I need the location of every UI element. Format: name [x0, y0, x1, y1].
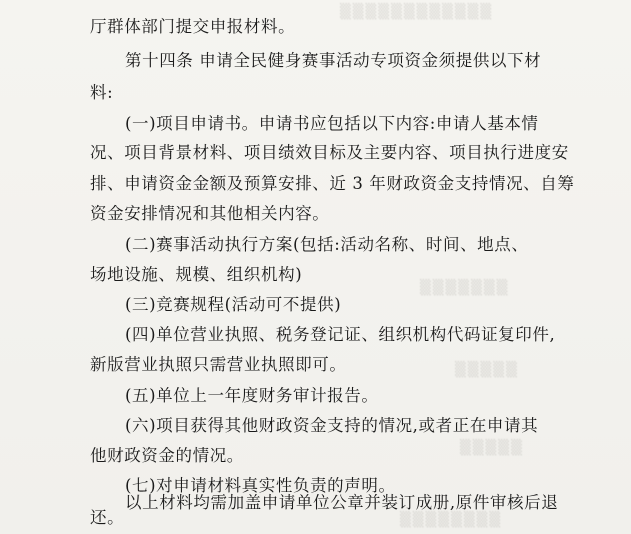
- list-item-line: (一)项目申请书。申请书应包括以下内容:申请人基本情: [125, 114, 539, 133]
- text-line: 排、申请资金金额及预算安排、近 3 年财政资金支持情况、自筹: [90, 174, 575, 193]
- list-item-line: (二)赛事活动执行方案(包括:活动名称、时间、地点、: [125, 235, 529, 254]
- text-line: 料:: [90, 83, 114, 102]
- bleed-through-mark: ▒▒▒▒▒▒▒: [420, 280, 510, 296]
- text-line: 况、项目背景材料、项目绩效目标及主要内容、项目执行进度安: [90, 143, 569, 162]
- list-item-line: (四)单位营业执照、税务登记证、组织机构代码证复印件,: [125, 325, 556, 344]
- text-line: 新版营业执照只需营业执照即可。: [90, 355, 347, 374]
- bleed-through-mark: ▒▒▒▒▒: [460, 440, 524, 456]
- text-line: 场地设施、规模、组织机构): [90, 265, 303, 284]
- text-line: 厅群体部门提交申报材料。: [90, 17, 296, 36]
- bleed-through-mark: ▒▒▒▒▒: [455, 362, 519, 378]
- article-heading-line: 第十四条 申请全民健身赛事活动专项资金须提供以下材: [125, 51, 542, 70]
- list-item-line: (五)单位上一年度财务审计报告。: [125, 386, 379, 405]
- bleed-through-mark: ▒▒▒▒▒▒▒▒▒▒▒▒: [340, 4, 494, 20]
- text-line: 他财政资金的情况。: [90, 446, 244, 465]
- closing-note-line: 以上材料均需加盖申请单位公章并装订成册,原件审核后退: [125, 493, 559, 512]
- list-item-line: (七)对申请材料真实性负责的声明。: [125, 476, 396, 495]
- bleed-through-mark: ▒▒▒▒▒▒▒▒: [400, 512, 503, 528]
- list-item-line: (三)竞赛规程(活动可不提供): [125, 295, 342, 314]
- text-line: 资金安排情况和其他相关内容。: [90, 204, 330, 223]
- list-item-line: (六)项目获得其他财政资金支持的情况,或者正在申请其: [125, 416, 539, 435]
- text-line: 还。: [90, 508, 125, 527]
